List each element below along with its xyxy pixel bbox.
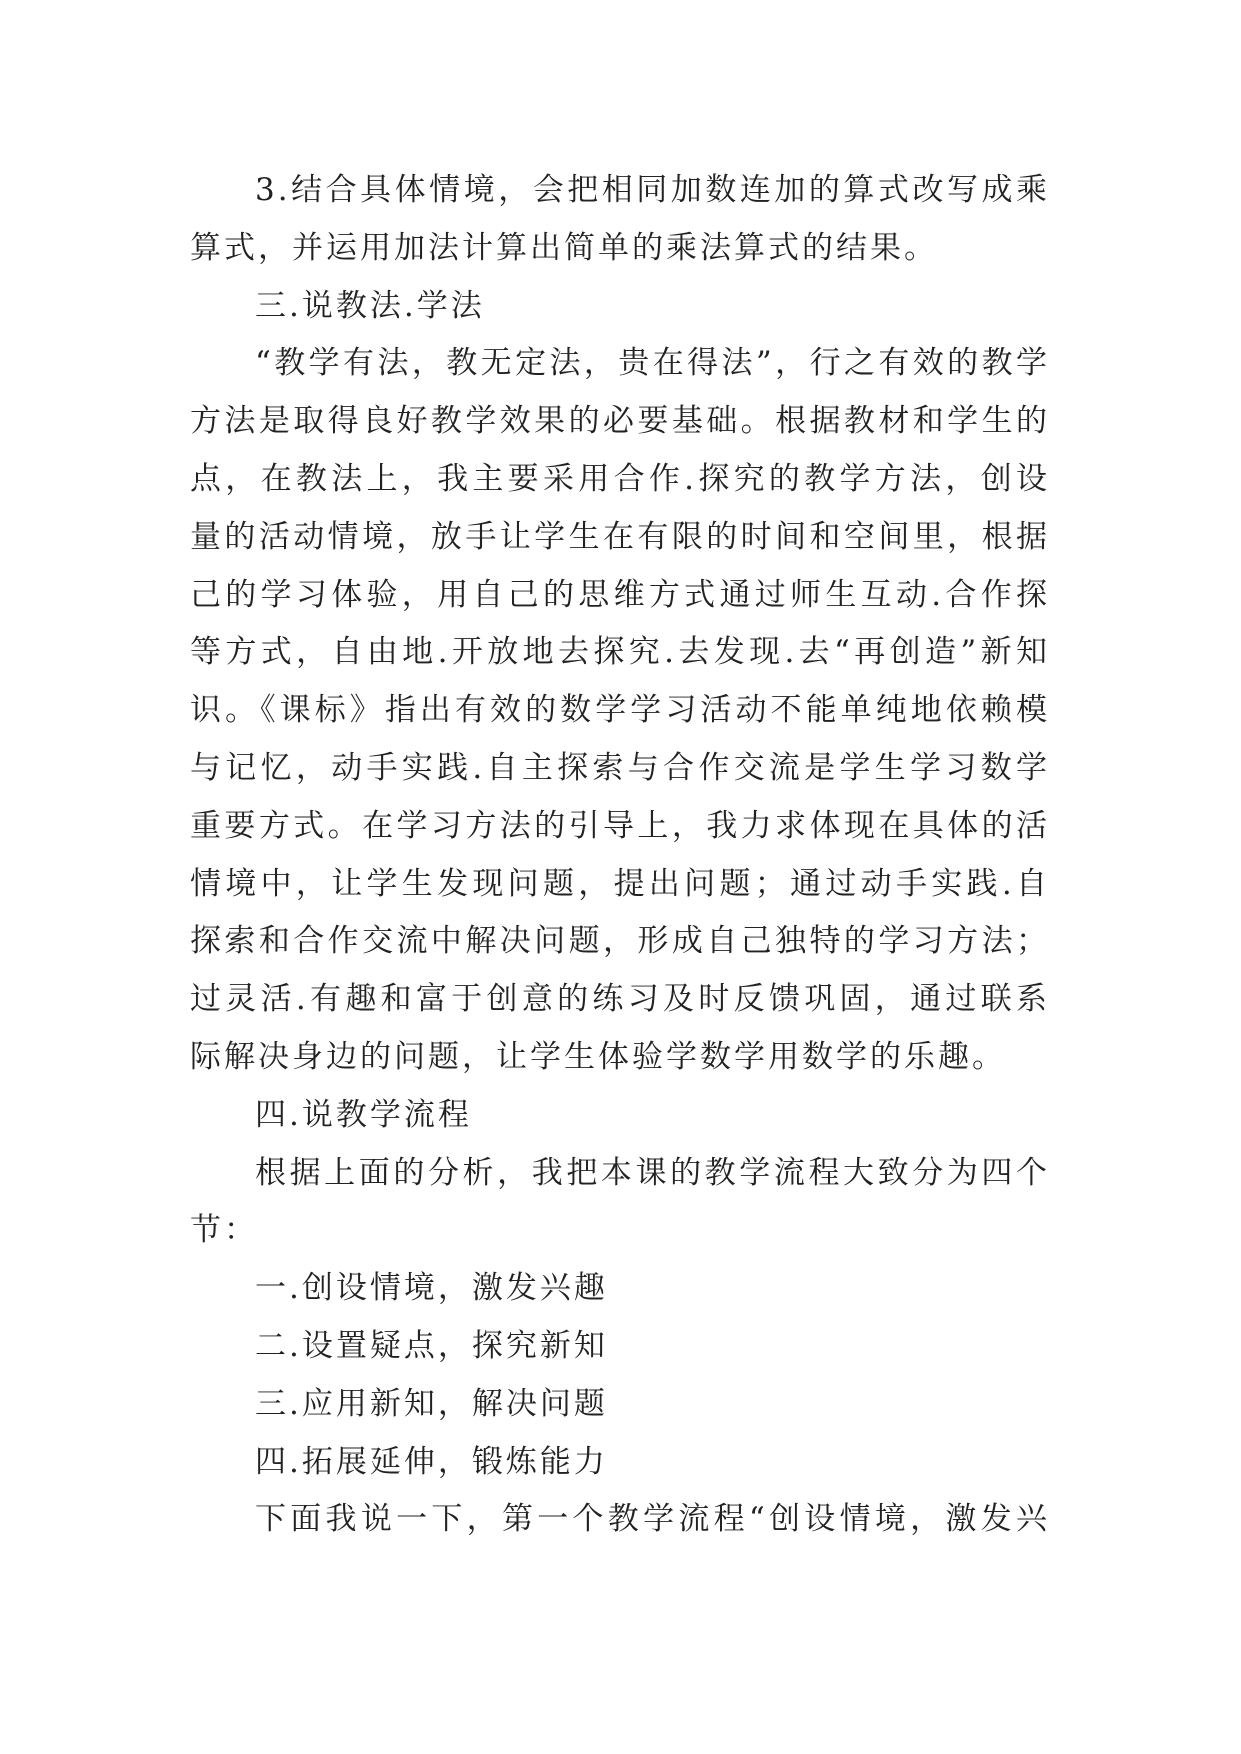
document-body [190,162,1050,1549]
process-step-2: 二.设置疑点，探究新知 [255,1327,608,1364]
paragraph-first-step-intro: 下面我说一下，第一个教学流程“创设情境，激发兴 [255,1501,1050,1538]
process-step-4: 四.拓展延伸，锻炼能力 [255,1443,608,1480]
paragraph-methods-line-12: 过灵活.有趣和富于创意的练习及时反馈巩固，通过联系 [190,981,1050,1018]
paragraph-methods-line-5: 己的学习体验，用自己的思维方式通过师生互动.合作探 [190,576,1050,613]
paragraph-methods-line-4: 量的活动情境，放手让学生在有限的时间和空间里，根据 [190,518,1050,555]
paragraph-methods-line-2: 方法是取得良好教学效果的必要基础。根据教材和学生的 [190,403,1050,440]
paragraph-methods-line-13: 际解决身边的问题，让学生体验学数学用数学的乐趣。 [190,1038,1006,1075]
section-heading-teaching-process: 四.说教学流程 [255,1096,472,1133]
paragraph-objective-3-line-1: 3.结合具体情境，会把相同加数连加的算式改写成乘 [255,172,1050,208]
process-step-3: 三.应用新知，解决问题 [255,1385,608,1422]
paragraph-methods-line-10: 情境中，让学生发现问题，提出问题；通过动手实践.自 [190,865,1050,902]
paragraph-methods-line-7: 识。《课标》指出有效的数学学习活动不能单纯地依赖模 [190,692,1050,729]
paragraph-methods-line-8: 与记忆，动手实践.自主探索与合作交流是学生学习数学 [190,749,1050,786]
paragraph-methods-line-9: 重要方式。在学习方法的引导上，我力求体现在具体的活 [190,807,1050,844]
paragraph-objective-3-line-2: 算式，并运用加法计算出简单的乘法算式的结果。 [190,229,938,266]
paragraph-methods-line-11: 探索和合作交流中解决问题，形成自己独特的学习方法； [190,923,1050,960]
process-step-1: 一.创设情境，激发兴趣 [255,1270,608,1307]
paragraph-process-line-2: 节： [190,1212,258,1249]
paragraph-methods-line-1: “教学有法，教无定法，贵在得法”，行之有效的教学 [255,345,1050,382]
section-heading-teaching-methods: 三.说教法.学法 [255,287,485,324]
paragraph-process-line-1: 根据上面的分析，我把本课的教学流程大致分为四个 [255,1154,1050,1191]
paragraph-methods-line-3: 点，在教法上，我主要采用合作.探究的教学方法，创设 [190,460,1050,497]
paragraph-methods-line-6: 等方式，自由地.开放地去探究.去发现.去“再创造”新知 [190,634,1050,671]
